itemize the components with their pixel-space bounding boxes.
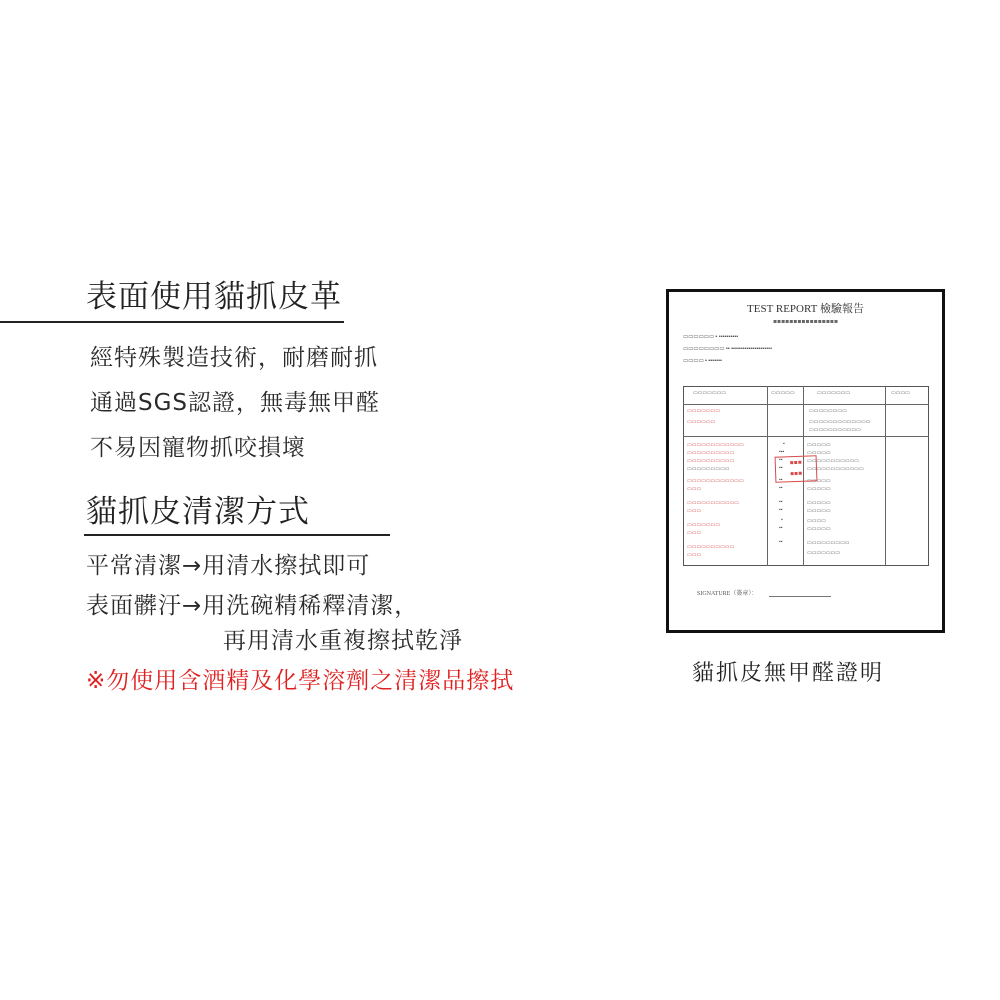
report-subtitle-scribble: ▪▪▪▪▪▪▪▪▪▪▪▪▪▪▪▪ <box>772 318 839 325</box>
report-meta-2: ▭▭▭▭▭▭▭▭ ▪▪ ▪▪▪▪▪▪▪▪▪▪▪▪▪▪▪▪▪▪▪▪▪ <box>683 346 773 352</box>
report-title: TEST REPORT 檢驗報告 <box>747 303 864 315</box>
surface-heading-underline <box>0 321 344 323</box>
report-meta-1: ▭▭▭▭▭▭ ▪ ▪▪▪▪▪▪▪▪▪▪ <box>683 334 739 340</box>
report-caption: 貓抓皮無甲醛證明 <box>692 661 885 686</box>
red-stamp-seal: ▪▪▪ ▪▪▪ <box>775 455 818 482</box>
cleaning-heading: 貓抓皮清潔方式 <box>86 494 310 530</box>
cleaning-line-1: 平常清潔→用清水擦拭即可 <box>86 553 371 579</box>
cleaning-heading-underline <box>84 534 390 536</box>
cleaning-line-3: 再用清水重複擦拭乾淨 <box>223 628 463 654</box>
test-report-image <box>666 289 945 633</box>
surface-line-2: 通過SGS認證，無毒無甲醛 <box>90 390 381 416</box>
report-meta-3: ▭▭▭▭ ▪ ▪▪▪▪▪▪▪ <box>683 358 723 364</box>
cleaning-warning: ※勿使用含酒精及化學溶劑之清潔品擦拭 <box>86 668 515 694</box>
report-table: ▭▭▭▭▭▭▭ ▭▭▭▭▭ ▭▭▭▭▭▭▭ ▭▭▭▭ ▭▭▭▭▭▭▭ ▭▭▭▭▭▭▭▭ ▭▭▭▭▭▭ ▭▭▭▭▭▭▭▭▭▭▭▭▭ ▭▭▭▭▭▭▭▭▭▭▭ ▭▭▭▭▭▭▭▭▭▭▭▭ ▭▭▭▭▭▭▭▭▭▭ ▭▭▭▭▭▭▭▭▭▭ ▭▭▭▭▭▭▭▭▭ ▪ ▪▪▪ ▪▪ ▪▪ ▭▭▭▭▭ ▭▭▭▭▭ ▭▭▭▭▭▭▭▭▭▭▭ ▭▭▭▭▭▭▭▭▭▭▭▭ ▭▭▭▭▭▭▭▭▭▭▭▭ ▭▭▭ ▪▪ ▪▪ ▭▭▭▭▭ ▭▭▭▭▭ ▭▭▭▭▭▭▭▭▭▭▭ ▭▭▭ ▪▪ ▪▪ ▭▭▭▭▭ ▭▭▭▭▭ ▭▭▭▭▭▭▭ ▭▭▭ ▪ ▪▪ ▭▭▭▭ ▭▭▭▭▭ ▭▭▭▭▭▭▭▭▭▭ ▭▭▭ ▪▪ ▭▭▭▭▭▭▭▭▭ ▭▭▭▭▭▭▭ <box>683 386 929 566</box>
surface-line-1: 經特殊製造技術，耐磨耐抓 <box>90 345 378 371</box>
surface-line-3: 不易因寵物抓咬損壞 <box>90 435 306 461</box>
signature-line <box>769 596 831 597</box>
cleaning-line-2: 表面髒汙→用洗碗精稀釋清潔， <box>86 593 419 619</box>
surface-heading: 表面使用貓抓皮革 <box>86 279 342 315</box>
report-signature-label: SIGNATURE（簽章）： <box>697 591 758 597</box>
